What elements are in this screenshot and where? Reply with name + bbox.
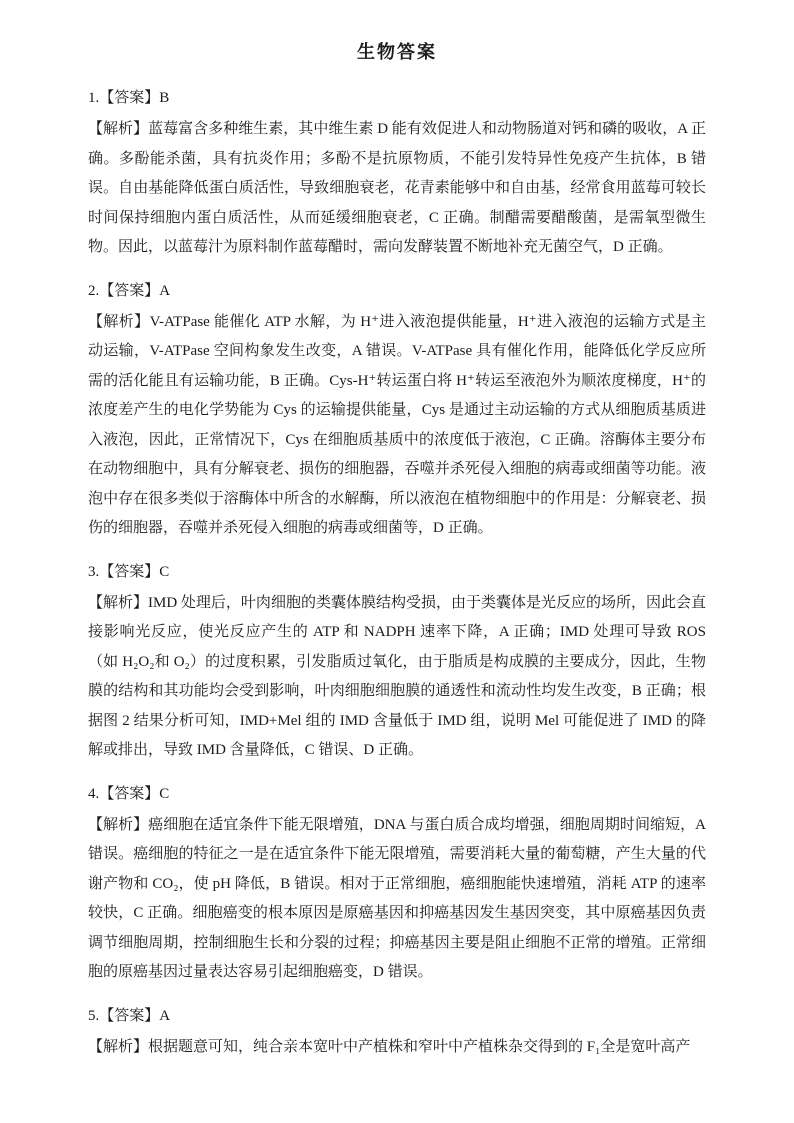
answer-header: 1.【答案】B bbox=[88, 90, 170, 106]
answer-header: 5.【答案】A bbox=[88, 1007, 171, 1024]
answer-item bbox=[88, 558, 706, 766]
answer-header: 4.【答案】C bbox=[88, 785, 170, 802]
analysis-text: 【解析】根据题意可知，纯合亲本宽叶中产植株和窄叶中产植株杂交得到的 F₁全是宽叶高产 bbox=[88, 1038, 691, 1055]
answer-item bbox=[88, 780, 706, 988]
answer-item bbox=[88, 277, 706, 544]
answer-header: 3.【答案】C bbox=[88, 563, 170, 580]
analysis-text: 【解析】蓝莓富含多种维生素，其中维生素 D 能有效促进人和动物肠道对钙和磷的吸收，A 正确。多酚能杀菌，具有抗炎作用；多酚不是抗原物质，不能引发特异性免疫产生抗体，B 错误。自由基能降低蛋白质活性，导致细胞衰老，花青素能够中和自由基，经常食用蓝莓可较长时间保持细胞内蛋白质活性，从而延缓细胞衰老，C 正确。制醋需要醋酸菌，是需氧型微生物。因此，以蓝莓汁为原料制作蓝莓醋时，需向发酵装置不断地补充无菌空气，D 正确。 bbox=[88, 121, 706, 255]
answer-header: 2.【答案】A bbox=[88, 282, 171, 299]
analysis-text: 【解析】IMD 处理后，叶肉细胞的类囊体膜结构受损，由于类囊体是光反应的场所，因此会直接影响光反应，使光反应产生的 ATP 和 NADPH 速率下降，A 正确；IMD 处理可导致 ROS（如 H₂O₂和 O₂）的过度积累，引发脂质过氧化，由于脂质是构成膜的主要成分，因此，生物膜的结构和其功能均会受到影响，叶肉细胞细胞膜的通透性和流动性均发生改变，B 正确；根据图 2 结果分析可知，IMD+Mel 组的 IMD 含量低于 IMD 组，说明 Mel 可能促进了 IMD 的降解或排出，导致 IMD 含量降低，C 错误、D 正确。 bbox=[88, 594, 706, 758]
answer-item bbox=[88, 84, 706, 263]
analysis-text: 【解析】V-ATPase 能催化 ATP 水解，为 H⁺进入液泡提供能量，H⁺进入液泡的运输方式是主动运输，V-ATPase 空间构象发生改变，A 错误。V-ATPase 具有催化作用，能降低化学反应所需的活化能且有运输功能，B 正确。Cys-H⁺转运蛋白将 H⁺转运至液泡外为顺浓度梯度，H⁺的浓度差产生的电化学势能为 Cys 的运输提供能量，Cys 是通过主动运输的方式从细胞质基质进入液泡，因此，正常情况下，Cys 在细胞质基质中的浓度低于液泡，C 正确。溶酶体主要分布在动物细胞中，具有分解衰老、损伤的细胞器，吞噬并杀死侵入细胞的病毒或细菌等功能。液泡中存在很多类似于溶酶体中所含的水解酶，所以液泡在植物细胞中的作用是：分解衰老、损伤的细胞器，吞噬并杀死侵入细胞的病毒或细菌等，D 正确。 bbox=[88, 313, 706, 536]
analysis-text: 【解析】癌细胞在适宜条件下能无限增殖，DNA 与蛋白质合成均增强，细胞周期时间缩短，A 错误。癌细胞的特征之一是在适宜条件下能无限增殖，需要消耗大量的葡萄糖，产生大量的代谢产物和 CO₂，使 pH 降低，B 错误。相对于正常细胞，癌细胞能快速增殖，消耗 ATP 的速率较快，C 正确。细胞癌变的根本原因是原癌基因和抑癌基因发生基因突变，其中原癌基因负责调节细胞周期，控制细胞生长和分裂的过程；抑癌基因主要是阻止细胞不正常的增殖。正常细胞的原癌基因过量表达容易引起细胞癌变，D 错误。 bbox=[88, 816, 706, 980]
answer-item bbox=[88, 1002, 706, 1063]
page-title: 生物答案 bbox=[357, 42, 437, 62]
